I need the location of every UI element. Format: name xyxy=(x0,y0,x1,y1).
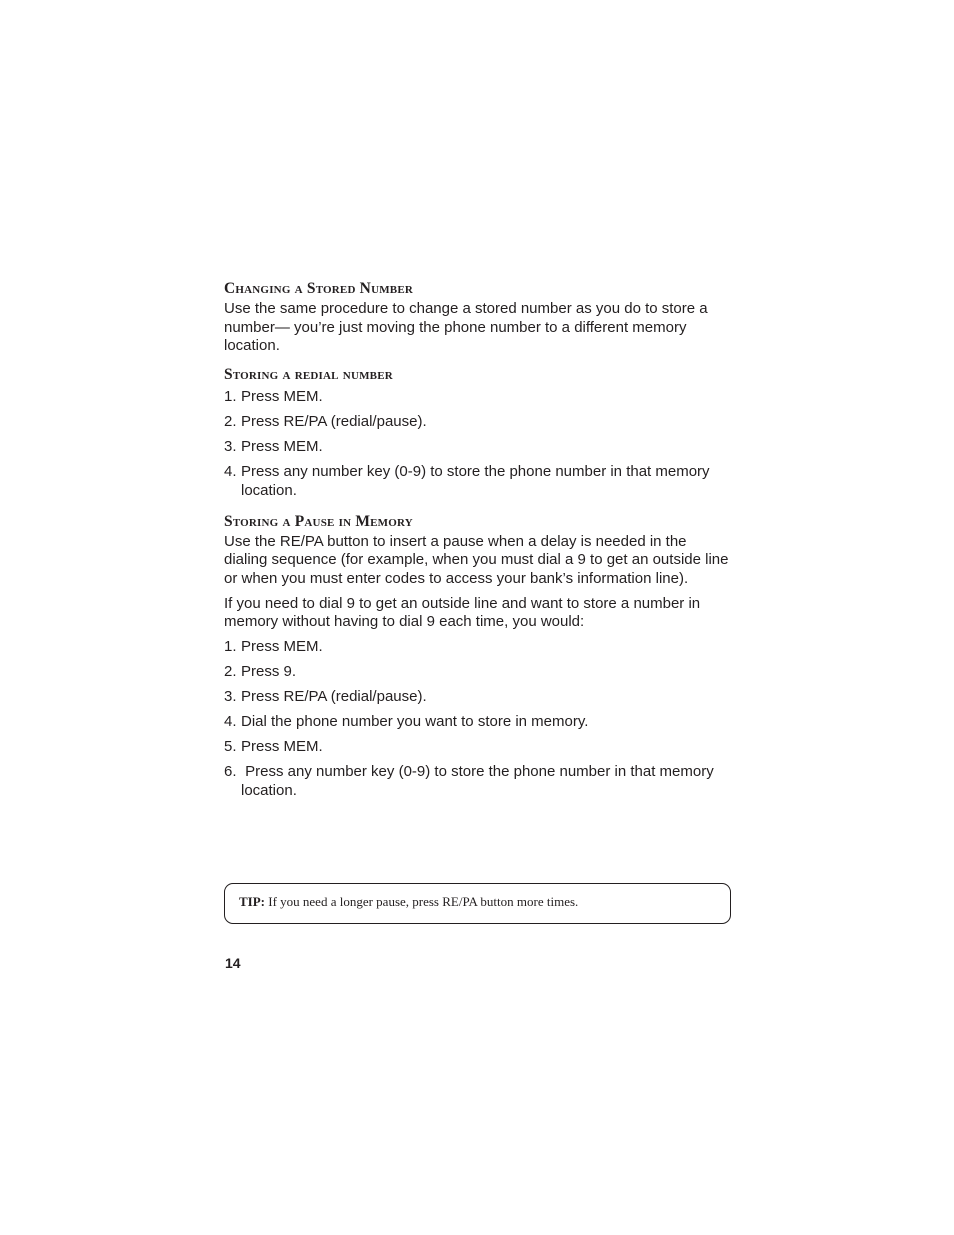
list-item xyxy=(224,463,734,500)
section-heading-storing-redial-number: Storing a redial number xyxy=(224,366,393,384)
step-text: Press 9. xyxy=(241,663,297,681)
list-item xyxy=(224,738,734,757)
step-number: 5. xyxy=(224,738,237,756)
page-content xyxy=(224,279,734,801)
step-number: 4. xyxy=(224,713,237,731)
tip-body: If you need a longer pause, press RE/PA button more times. xyxy=(265,894,579,909)
step-number: 3. xyxy=(224,438,237,456)
section-paragraph: Use the same procedure to change a stored number as you do to store a number— you’re just moving the phone number to a different memory location. xyxy=(224,300,708,355)
tip-box xyxy=(224,883,731,924)
list-item xyxy=(224,388,734,407)
section-paragraph: Use the RE/PA button to insert a pause when a delay is needed in the dialing sequence (for example, when you must dial a 9 to get an outside line or when you must enter codes to access your bank’s information line). xyxy=(224,532,729,587)
pause-steps-list xyxy=(224,638,734,800)
section-paragraph: If you need to dial 9 to get an outside line and want to store a number in memory without having to dial 9 each time, you would: xyxy=(224,594,701,631)
list-item xyxy=(224,713,734,732)
tip-label: TIP: xyxy=(239,894,265,909)
list-item xyxy=(224,688,734,707)
step-number: 2. xyxy=(224,663,237,681)
list-item xyxy=(224,413,734,432)
step-number: 3. xyxy=(224,688,237,706)
step-number: 1. xyxy=(224,388,237,406)
step-text: Press MEM. xyxy=(241,738,323,756)
step-text: Press any number key (0-9) to store the phone number in that memory location. xyxy=(241,763,718,800)
tip-text xyxy=(239,893,578,911)
list-item xyxy=(224,638,734,657)
step-number: 2. xyxy=(224,413,237,431)
section-heading-changing-stored-number: Changing a Stored Number xyxy=(224,280,414,297)
step-number: 6. xyxy=(224,763,237,781)
page-number: 14 xyxy=(225,955,241,971)
step-number: 1. xyxy=(224,638,237,656)
step-text: Press MEM. xyxy=(241,438,323,456)
step-text: Press RE/PA (redial/pause). xyxy=(241,688,427,706)
step-text: Press RE/PA (redial/pause). xyxy=(241,413,427,431)
redial-steps-list xyxy=(224,388,734,500)
step-text: Press any number key (0-9) to store the phone number in that memory location. xyxy=(241,463,710,499)
list-item xyxy=(224,763,734,800)
list-item xyxy=(224,663,734,682)
section-heading-storing-pause: Storing a Pause in Memory xyxy=(224,512,413,530)
step-number: 4. xyxy=(224,463,237,481)
step-text: Press MEM. xyxy=(241,388,323,406)
step-text: Dial the phone number you want to store in memory. xyxy=(241,713,589,731)
step-text: Press MEM. xyxy=(241,638,323,656)
list-item xyxy=(224,438,734,457)
